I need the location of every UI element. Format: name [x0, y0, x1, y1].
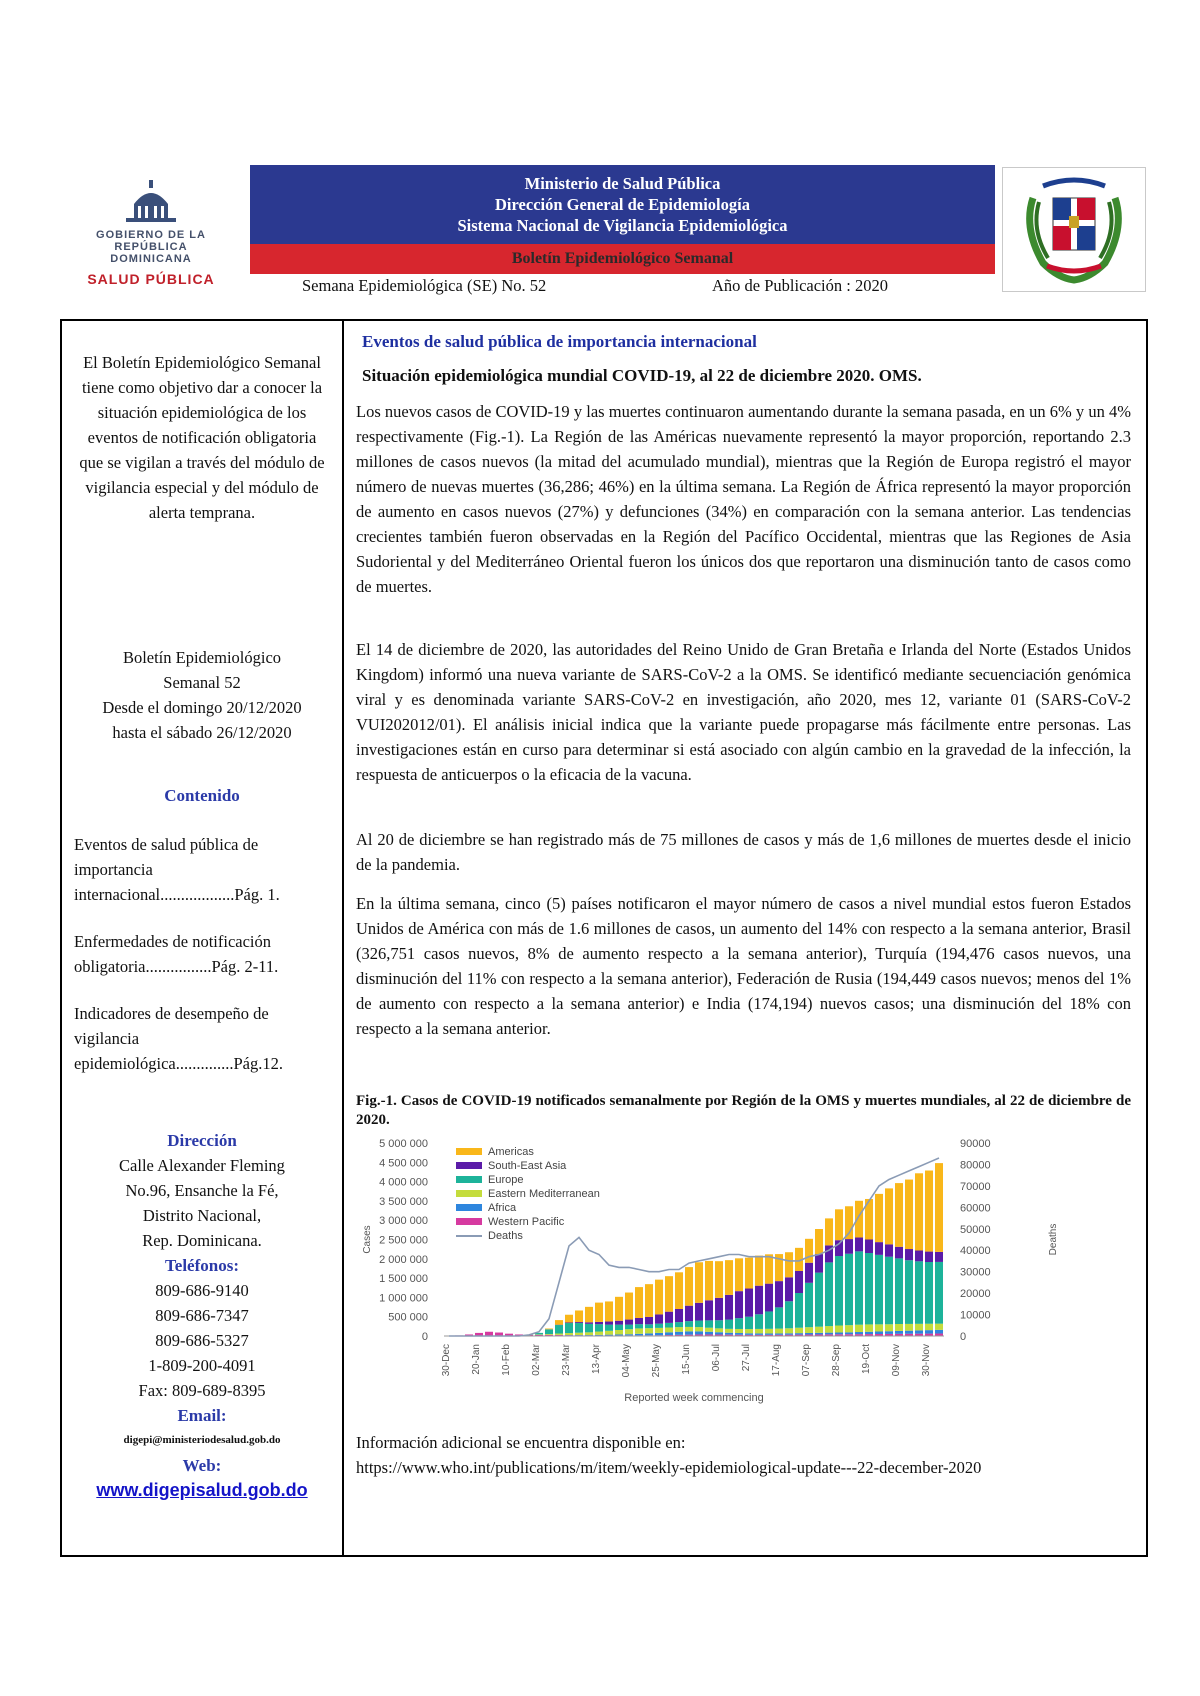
bar-africa: [865, 1332, 873, 1334]
legend-swatch: [456, 1204, 482, 1211]
bar-africa: [755, 1333, 763, 1334]
bar-south-east-asia: [905, 1249, 913, 1260]
y-tick-label: 0: [421, 1331, 428, 1343]
x-tick-label: 19-Oct: [861, 1344, 872, 1375]
bar-europe: [645, 1324, 653, 1328]
y2-tick-label: 90000: [960, 1138, 991, 1150]
y-tick-label: 3 000 000: [379, 1215, 428, 1228]
bar-europe: [585, 1324, 593, 1332]
legend-label: Europe: [488, 1174, 524, 1186]
bar-europe: [885, 1257, 893, 1325]
bar-americas: [665, 1276, 673, 1312]
bar-eastern-mediterranean: [875, 1324, 883, 1331]
bar-eastern-mediterranean: [815, 1327, 823, 1333]
bar-eastern-mediterranean: [545, 1334, 553, 1335]
bar-africa: [935, 1330, 943, 1334]
bar-south-east-asia: [755, 1286, 763, 1315]
y2-tick-label: 10000: [960, 1309, 991, 1322]
bar-south-east-asia: [835, 1240, 843, 1256]
bar-americas: [565, 1315, 573, 1323]
legend-label: Deaths: [488, 1230, 523, 1242]
bar-europe: [915, 1261, 923, 1324]
direccion-line4: Rep. Dominicana.: [142, 1231, 262, 1250]
bar-europe: [555, 1325, 563, 1333]
salud-publica-logo: [72, 178, 230, 290]
bar-europe: [775, 1307, 783, 1328]
x-tick-label: 23-Mar: [561, 1344, 572, 1376]
bar-africa: [615, 1334, 623, 1335]
legend-label: Americas: [488, 1146, 534, 1158]
bar-eastern-mediterranean: [785, 1328, 793, 1333]
bar-americas: [855, 1201, 863, 1238]
bar-africa: [895, 1331, 903, 1334]
bar-south-east-asia: [705, 1300, 713, 1320]
bar-eastern-mediterranean: [555, 1334, 563, 1335]
bar-europe: [895, 1258, 903, 1324]
bar-south-east-asia: [805, 1263, 813, 1283]
bar-africa: [725, 1333, 733, 1335]
bar-europe: [865, 1253, 873, 1324]
bar-americas: [725, 1260, 733, 1295]
covid-chart: [356, 1133, 1101, 1405]
bar-americas: [935, 1163, 943, 1252]
legend-swatch: [456, 1190, 482, 1197]
x-tick-label: 09-Nov: [891, 1344, 902, 1377]
contenido-item: Enfermedades de notificación obligatoria................Pág. 2-11.: [74, 932, 279, 976]
bar-europe: [725, 1320, 733, 1329]
telefonos-title: Teléfonos:: [165, 1256, 239, 1275]
bar-south-east-asia: [615, 1321, 623, 1325]
email-title: Email:: [177, 1406, 227, 1425]
bar-south-east-asia: [565, 1322, 573, 1323]
y2-tick-label: 80000: [960, 1159, 991, 1172]
bar-south-east-asia: [745, 1289, 753, 1317]
bar-americas: [685, 1267, 693, 1306]
bar-eastern-mediterranean: [595, 1332, 603, 1335]
bar-eastern-mediterranean: [675, 1327, 683, 1332]
bar-eastern-mediterranean: [725, 1329, 733, 1333]
y-tick-label: 3 500 000: [379, 1195, 428, 1208]
header-line-ministerio: Ministerio de Salud Pública: [524, 174, 721, 193]
direccion-line1: Calle Alexander Fleming: [119, 1156, 285, 1175]
bar-south-east-asia: [735, 1291, 743, 1318]
x-tick-label: 28-Sep: [831, 1344, 842, 1377]
x-tick-label: 02-Mar: [531, 1344, 542, 1376]
bar-americas: [615, 1297, 623, 1321]
contenido-item: Indicadores de desempeño de vigilancia epidemiológica..............Pág.12.: [74, 1004, 283, 1073]
bar-americas: [695, 1262, 703, 1303]
paragraph-3: Al 20 de diciembre se han registrado más de 75 millones de casos y más de 1,6 millones de muertes desde el inicio de la pandemia.: [356, 830, 1131, 874]
web-link[interactable]: www.digepisalud.gob.do: [96, 1480, 308, 1500]
bar-europe: [745, 1317, 753, 1329]
bar-south-east-asia: [935, 1252, 943, 1262]
boletin-info-line1: Boletín Epidemiológico: [122, 648, 282, 667]
bar-africa: [715, 1332, 723, 1334]
boletin-info-line4: hasta el sábado 26/12/2020: [112, 723, 292, 742]
bar-eastern-mediterranean: [735, 1329, 743, 1333]
bar-europe: [905, 1260, 913, 1324]
y2-tick-label: 50000: [960, 1223, 991, 1236]
bar-south-east-asia: [845, 1239, 853, 1254]
bar-africa: [665, 1332, 673, 1335]
bar-south-east-asia: [605, 1322, 613, 1325]
bar-eastern-mediterranean: [695, 1327, 703, 1331]
y2-tick-label: 60000: [960, 1202, 991, 1215]
anio-publicacion: Año de Publicación : 2020: [712, 276, 888, 295]
bar-south-east-asia: [885, 1244, 893, 1256]
direccion-title: Dirección: [167, 1131, 237, 1150]
bar-eastern-mediterranean: [925, 1324, 933, 1330]
bar-eastern-mediterranean: [715, 1328, 723, 1332]
bar-europe: [615, 1325, 623, 1330]
bar-europe: [565, 1323, 573, 1333]
legend-label: South-East Asia: [488, 1160, 567, 1172]
header-line-direccion: Dirección General de Epidemiología: [495, 195, 750, 214]
header-banner: Boletín Epidemiológico Semanal: [250, 244, 995, 274]
bar-africa: [905, 1331, 913, 1334]
bar-americas: [645, 1284, 653, 1317]
x-tick-label: 27-Jul: [741, 1344, 752, 1372]
bar-europe: [815, 1273, 823, 1327]
logo-republica: REPÚBLICA: [114, 241, 188, 253]
figure-caption: Fig.-1. Casos de COVID-19 notificados semanalmente por Región de la OMS y muertes mundiales, al 22 de diciembre de 2020.: [356, 1093, 1131, 1128]
bar-africa: [685, 1331, 693, 1334]
bar-americas: [605, 1301, 613, 1321]
bar-europe: [925, 1262, 933, 1324]
bar-eastern-mediterranean: [745, 1329, 753, 1333]
bar-eastern-mediterranean: [895, 1324, 903, 1331]
bar-europe: [635, 1324, 643, 1328]
y-tick-label: 4 000 000: [379, 1176, 428, 1189]
bar-europe: [605, 1325, 613, 1331]
bar-eastern-mediterranean: [645, 1328, 653, 1333]
y2-axis-label: Deaths: [1048, 1223, 1059, 1256]
header-ministerio: [250, 165, 995, 244]
bar-europe: [665, 1323, 673, 1328]
column-divider: [342, 319, 344, 1557]
x-tick-label: 04-May: [621, 1344, 632, 1378]
bar-europe: [845, 1254, 853, 1325]
bar-europe: [685, 1321, 693, 1327]
bar-south-east-asia: [915, 1251, 923, 1262]
bar-south-east-asia: [815, 1254, 823, 1273]
bar-eastern-mediterranean: [905, 1324, 913, 1331]
bar-americas: [585, 1307, 593, 1322]
bar-americas: [745, 1258, 753, 1289]
telefono-3: 809-686-5327: [155, 1331, 249, 1350]
bar-americas: [785, 1252, 793, 1277]
bar-south-east-asia: [875, 1242, 883, 1255]
bar-eastern-mediterranean: [805, 1327, 813, 1333]
more-info-label: Información adicional se encuentra disponible en:: [356, 1433, 686, 1452]
bar-africa: [645, 1333, 653, 1335]
bar-africa: [875, 1331, 883, 1334]
bar-africa: [675, 1332, 683, 1335]
fax: Fax: 809-689-8395: [138, 1381, 266, 1400]
bar-africa: [795, 1333, 803, 1334]
bar-south-east-asia: [925, 1252, 933, 1262]
bar-europe: [765, 1311, 773, 1328]
y-tick-label: 1 500 000: [379, 1273, 428, 1286]
bar-africa: [915, 1330, 923, 1333]
boletin-info-line3: Desde el domingo 20/12/2020: [102, 698, 302, 717]
bar-eastern-mediterranean: [625, 1329, 633, 1334]
bar-eastern-mediterranean: [685, 1327, 693, 1331]
bar-europe: [875, 1255, 883, 1324]
bar-south-east-asia: [785, 1277, 793, 1301]
bar-americas: [705, 1261, 713, 1300]
bar-eastern-mediterranean: [615, 1330, 623, 1334]
bar-eastern-mediterranean: [705, 1328, 713, 1332]
boletin-info-line2: Semanal 52: [163, 673, 241, 692]
bar-europe: [825, 1262, 833, 1326]
bar-south-east-asia: [855, 1237, 863, 1251]
bar-south-east-asia: [645, 1317, 653, 1324]
bar-south-east-asia: [865, 1240, 873, 1254]
y2-tick-label: 40000: [960, 1245, 991, 1258]
contact-block: [74, 1128, 330, 1503]
bar-africa: [855, 1332, 863, 1334]
bar-americas: [815, 1229, 823, 1254]
logo-salud-publica: SALUD PÚBLICA: [87, 271, 215, 287]
bar-americas: [875, 1194, 883, 1242]
contenido-item: Eventos de salud pública de importancia internacional..................Pág. 1.: [74, 835, 280, 904]
bar-africa: [775, 1333, 783, 1334]
bar-africa: [765, 1333, 773, 1334]
bar-africa: [925, 1330, 933, 1333]
contenido-title: Contenido: [164, 786, 240, 805]
bar-africa: [605, 1335, 613, 1336]
bar-americas: [835, 1209, 843, 1240]
bar-eastern-mediterranean: [855, 1325, 863, 1332]
bar-africa: [625, 1334, 633, 1335]
x-tick-label: 06-Jul: [711, 1344, 722, 1372]
bar-south-east-asia: [585, 1322, 593, 1324]
bar-americas: [895, 1183, 903, 1247]
x-tick-label: 30-Nov: [921, 1344, 932, 1377]
bar-africa: [785, 1333, 793, 1334]
bar-americas: [635, 1287, 643, 1318]
bar-americas: [675, 1272, 683, 1309]
legend-label: Western Pacific: [488, 1216, 565, 1228]
bar-americas: [545, 1329, 553, 1330]
section-subtitle: Situación epidemiológica mundial COVID-19, al 22 de diciembre 2020. OMS.: [362, 366, 922, 385]
bar-europe: [705, 1320, 713, 1327]
boletin-info: [74, 645, 330, 745]
bar-europe: [675, 1322, 683, 1327]
x-axis-label: Reported week commencing: [624, 1392, 764, 1404]
x-tick-label: 25-May: [651, 1344, 662, 1378]
bar-europe: [835, 1256, 843, 1325]
bar-south-east-asia: [695, 1303, 703, 1321]
sidebar-intro: El Boletín Epidemiológico Semanal tiene como objetivo dar a conocer la situación epidemiológica de los eventos de notificación obligatoria que se vigilan a través del módulo de vigilancia especial y del módulo de alerta temprana.: [79, 353, 325, 522]
x-tick-label: 13-Apr: [591, 1344, 602, 1375]
section-title: Eventos de salud pública de importancia internacional: [362, 332, 757, 351]
email-address[interactable]: digepi@ministeriodesalud.gob.do: [123, 1434, 281, 1446]
bar-south-east-asia: [595, 1322, 603, 1324]
bar-americas: [915, 1173, 923, 1250]
bar-africa: [835, 1332, 843, 1334]
bar-africa: [885, 1331, 893, 1334]
bar-south-east-asia: [715, 1298, 723, 1320]
logo-dominicana: DOMINICANA: [110, 253, 192, 265]
bar-eastern-mediterranean: [605, 1331, 613, 1335]
y-axis-label: Cases: [362, 1225, 373, 1254]
x-tick-label: 10-Feb: [501, 1344, 512, 1376]
legend-swatch: [456, 1148, 482, 1155]
x-tick-label: 15-Jun: [681, 1344, 692, 1375]
bar-eastern-mediterranean: [575, 1333, 583, 1335]
bar-europe: [655, 1324, 663, 1328]
bar-africa: [705, 1332, 713, 1335]
bar-americas: [715, 1261, 723, 1298]
y-tick-label: 500 000: [388, 1311, 428, 1324]
bar-eastern-mediterranean: [915, 1324, 923, 1331]
bar-europe: [785, 1301, 793, 1328]
bar-eastern-mediterranean: [565, 1333, 573, 1335]
bar-africa: [815, 1333, 823, 1335]
bar-eastern-mediterranean: [795, 1328, 803, 1333]
telefono-4: 1-809-200-4091: [148, 1356, 256, 1375]
bar-south-east-asia: [685, 1306, 693, 1321]
bar-africa: [695, 1331, 703, 1334]
bar-south-east-asia: [665, 1312, 673, 1323]
more-info-url[interactable]: https://www.who.int/publications/m/item/weekly-epidemiological-update---22-december-2020: [356, 1458, 982, 1477]
bar-south-east-asia: [675, 1309, 683, 1322]
bar-south-east-asia: [775, 1281, 783, 1307]
bar-south-east-asia: [895, 1247, 903, 1259]
x-tick-label: 20-Jan: [471, 1344, 482, 1375]
bar-south-east-asia: [655, 1314, 663, 1323]
chart-svg: [356, 1133, 1101, 1405]
bar-americas: [925, 1171, 933, 1252]
bar-americas: [885, 1188, 893, 1244]
bar-africa: [635, 1334, 643, 1336]
bar-eastern-mediterranean: [845, 1325, 853, 1332]
bar-eastern-mediterranean: [765, 1329, 773, 1334]
legend-label: Eastern Mediterranean: [488, 1188, 600, 1200]
bar-europe: [935, 1262, 943, 1324]
y-tick-label: 5 000 000: [379, 1138, 428, 1150]
legend-swatch: [456, 1218, 482, 1225]
bar-americas: [655, 1280, 663, 1315]
bar-south-east-asia: [765, 1284, 773, 1312]
bar-europe: [735, 1318, 743, 1329]
bar-eastern-mediterranean: [585, 1332, 593, 1335]
paragraph-1: Los nuevos casos de COVID-19 y las muertes continuaron aumentando durante la semana pasada, en un 6% y un 4% respectivamente (Fig.-1). La Región de las Américas nuevamente representó la mayor proporción, reportando 2.3 millones de casos nuevos (la mitad del acumulado mundial), mientras que la Región de Europa registró el mayor número de nuevas muertes (36,286; 46%) en la última semana. La Región de África representó la mayor proporción de aumento en casos nuevos (27%) y defunciones (34%) en comparación con la semana anterior. Las tendencias crecientes también fueron observadas en la Región del Pacífico Occidental, mientras que las Regiones de Asia Sudoriental y del Mediterráneo Oriental fueron los únicos dos que reportaron una disminución tanto de casos como de muertes.: [356, 402, 1131, 596]
bar-americas: [805, 1239, 813, 1263]
bar-africa: [735, 1333, 743, 1335]
bar-south-east-asia: [625, 1320, 633, 1325]
bar-europe: [575, 1323, 583, 1333]
coat-of-arms-icon: [1003, 168, 1145, 291]
bar-americas: [575, 1310, 583, 1322]
y-tick-label: 2 000 000: [379, 1253, 428, 1266]
bar-americas: [735, 1258, 743, 1291]
bar-europe: [545, 1329, 553, 1334]
bar-europe: [805, 1283, 813, 1327]
legend-label: Africa: [488, 1202, 517, 1214]
bar-africa: [825, 1333, 833, 1335]
bar-europe: [715, 1320, 723, 1328]
telefono-2: 809-686-7347: [155, 1306, 249, 1325]
telefono-1: 809-686-9140: [155, 1281, 249, 1300]
paragraph-4: En la última semana, cinco (5) países notificaron el mayor número de casos a nivel mundial estos fueron Estados Unidos de América con más de 1.6 millones de casos, un aumento del 14% con respecto a la semana anterior, Brasil (326,751 casos nuevos, 8% de aumento respecto a la semana anterior), Turquía (194,476 casos nuevos, una disminución del 11% con respecto a la semana anterior), Federación de Rusia (194,449 casos nuevos; menos del 1% de aumento con respecto a la semana anterior) e India (174,194) nuevos casos; una disminución del 18% con respecto a la semana anterior.: [356, 894, 1131, 1038]
bar-eastern-mediterranean: [835, 1326, 843, 1333]
bar-eastern-mediterranean: [885, 1324, 893, 1331]
y2-tick-label: 0: [960, 1331, 967, 1343]
national-seal: [1002, 167, 1146, 292]
header-line-sistema: Sistema Nacional de Vigilancia Epidemiológica: [457, 216, 788, 235]
bar-americas: [755, 1256, 763, 1286]
bar-europe: [795, 1293, 803, 1328]
x-tick-label: 07-Sep: [801, 1344, 812, 1377]
web-title: Web:: [182, 1456, 222, 1475]
bar-americas: [765, 1254, 773, 1283]
legend-swatch: [456, 1176, 482, 1183]
bar-eastern-mediterranean: [825, 1326, 833, 1333]
bar-africa: [745, 1333, 753, 1335]
capitol-dome-icon: [116, 178, 186, 224]
bar-eastern-mediterranean: [665, 1328, 673, 1333]
y-tick-label: 4 500 000: [379, 1157, 428, 1170]
bar-africa: [805, 1333, 813, 1335]
bar-eastern-mediterranean: [935, 1324, 943, 1330]
bar-europe: [855, 1251, 863, 1324]
bar-south-east-asia: [635, 1318, 643, 1324]
bar-africa: [845, 1332, 853, 1334]
y2-tick-label: 70000: [960, 1180, 991, 1193]
bar-africa: [655, 1333, 663, 1335]
bar-americas: [625, 1293, 633, 1320]
y2-tick-label: 30000: [960, 1266, 991, 1279]
bar-eastern-mediterranean: [775, 1329, 783, 1334]
y2-tick-label: 20000: [960, 1288, 991, 1301]
x-tick-label: 30-Dec: [441, 1344, 452, 1377]
bar-eastern-mediterranean: [655, 1328, 663, 1333]
bar-europe: [625, 1325, 633, 1330]
bar-south-east-asia: [575, 1322, 583, 1323]
bar-europe: [755, 1314, 763, 1329]
bar-americas: [595, 1303, 603, 1322]
semana-epidemiologica: Semana Epidemiológica (SE) No. 52: [302, 276, 547, 295]
bar-eastern-mediterranean: [755, 1329, 763, 1333]
bar-americas: [825, 1218, 833, 1245]
bar-americas: [555, 1320, 563, 1325]
y-tick-label: 1 000 000: [379, 1292, 428, 1305]
bar-eastern-mediterranean: [865, 1324, 873, 1331]
y-tick-label: 2 500 000: [379, 1234, 428, 1247]
x-tick-label: 17-Aug: [771, 1344, 782, 1377]
legend-swatch: [456, 1162, 482, 1169]
bar-south-east-asia: [725, 1295, 733, 1320]
bar-eastern-mediterranean: [635, 1328, 643, 1333]
bar-africa: [595, 1335, 603, 1336]
bar-south-east-asia: [795, 1271, 803, 1293]
more-info: [356, 1430, 1131, 1480]
bar-americas: [905, 1180, 913, 1249]
direccion-line3: Distrito Nacional,: [142, 1206, 262, 1225]
logo-gobierno: GOBIERNO DE LA: [96, 229, 206, 241]
paragraph-2: El 14 de diciembre de 2020, las autoridades del Reino Unido de Gran Bretaña e Irlanda del Norte (Estados Unidos Kingdom) informó una nueva variante de SARS-CoV-2 a la OMS. Se identificó mediante secuenciación genómica viral y es denominada variante SARS-CoV-2 en investigación, año 2020, mes 12, variante 01 (SARS-CoV-2 VUI202012/01). El análisis inicial indica que la variante puede propagarse más fácilmente entre personas. Las investigaciones están en curso para determinar si está asociado con algún cambio en la gravedad de la infección, la respuesta de anticuerpos o la eficacia de la vacuna.: [356, 640, 1131, 784]
bar-europe: [695, 1321, 703, 1328]
bar-europe: [595, 1324, 603, 1331]
direccion-line2: No.96, Ensanche la Fé,: [125, 1181, 279, 1200]
